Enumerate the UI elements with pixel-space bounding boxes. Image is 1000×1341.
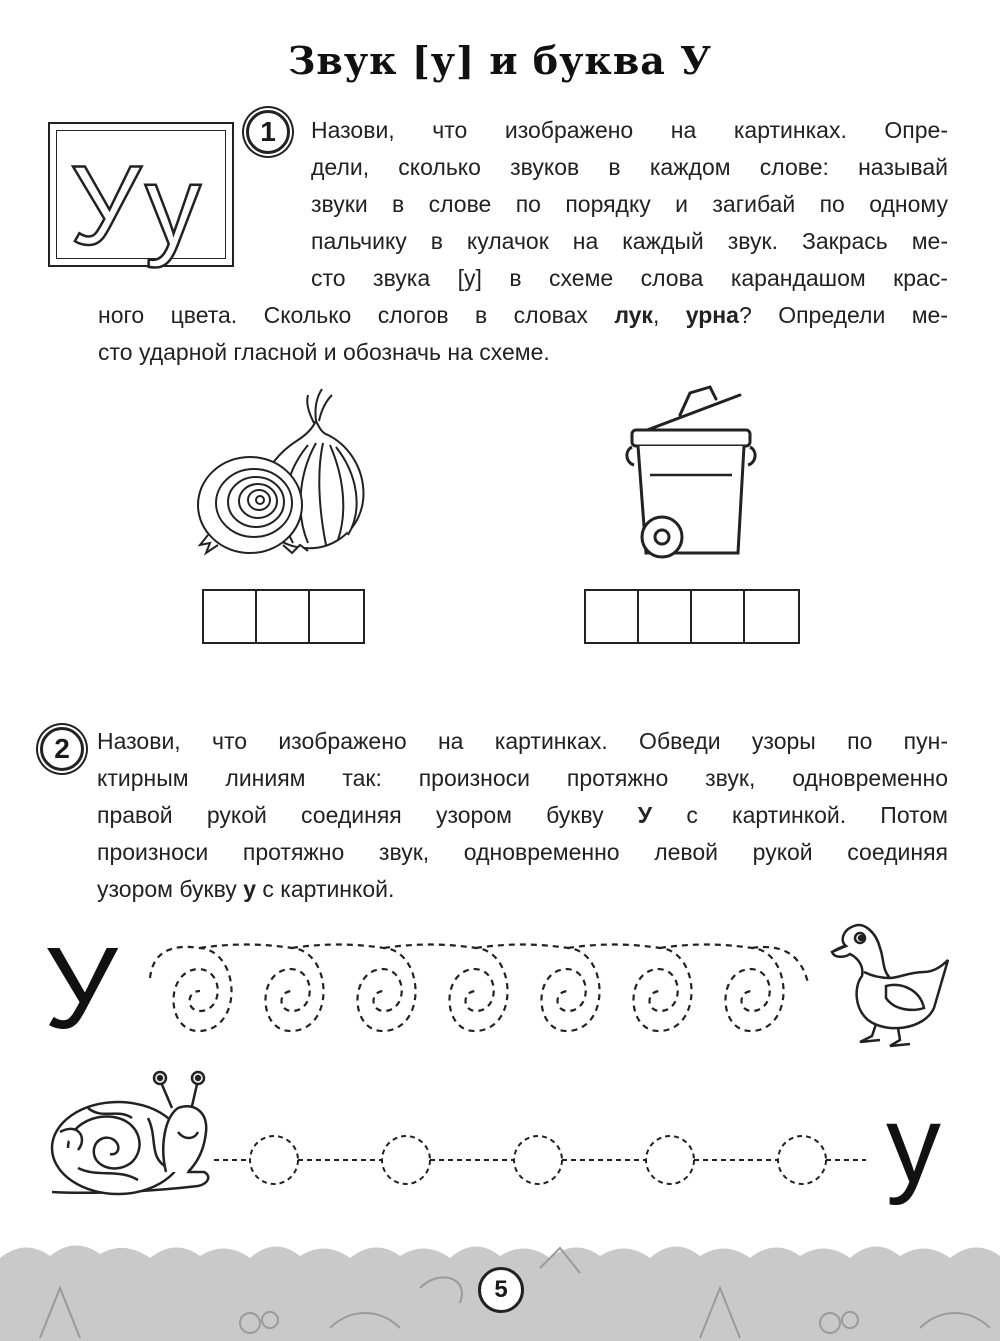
duck-icon	[828, 912, 953, 1050]
dashed-circle	[646, 1136, 694, 1184]
dashed-circle	[382, 1136, 430, 1184]
outlined-letter-u-icon	[50, 124, 236, 269]
scheme-cell[interactable]	[310, 591, 363, 642]
scheme-cell[interactable]	[257, 591, 310, 642]
scheme-cells	[584, 589, 800, 644]
scheme-cell[interactable]	[586, 591, 639, 642]
word-scheme-urna	[584, 589, 800, 644]
task2-line: правой рукой соединяя узором букву У с картинкой. Потом	[97, 802, 948, 828]
task-number-2: 2	[40, 727, 84, 771]
letter-lower: у	[145, 143, 201, 268]
dashed-circle	[514, 1136, 562, 1184]
big-letter-upper: У	[44, 923, 118, 1053]
task2-line: произноси протяжно звук, одновременно левой рукой соединяя	[97, 839, 948, 865]
circles-dashed-pattern[interactable]	[214, 1130, 869, 1190]
scheme-cell[interactable]	[204, 591, 257, 642]
task-number-1: 1	[246, 110, 290, 154]
task1-line: звуки в слове по порядку и загибай по одному	[311, 191, 948, 217]
task2-line: Назови, что изображено на картинках. Обведи узоры по пун-	[97, 728, 948, 754]
dashed-circle	[778, 1136, 826, 1184]
bold-letter-lower: у	[243, 876, 256, 902]
spiral-dashed-pattern[interactable]	[148, 938, 813, 1038]
page-number: 5	[478, 1267, 524, 1313]
letter-upper: У	[70, 143, 142, 268]
scheme-cell[interactable]	[639, 591, 692, 642]
snail-icon	[48, 1068, 218, 1198]
task2-line: ктирным линиям так: произноси протяжно звук, одновременно	[97, 765, 948, 791]
word-scheme-luk	[202, 589, 365, 644]
spiral-path	[150, 945, 808, 1032]
letter-box	[48, 122, 234, 267]
task1-line: дели, сколько звуков в каждом слове: называй	[311, 154, 948, 180]
task1-text-bottom	[98, 297, 948, 371]
page-title: Звук [у] и буква У	[288, 38, 712, 83]
task2-line: узором букву у с картинкой.	[97, 876, 395, 902]
trash-bin-icon	[620, 385, 760, 565]
word-urna: урна	[685, 302, 739, 328]
task1-line-6: ного цвета. Сколько слогов в словах лук, урна? Определи ме-	[98, 302, 949, 328]
task1-line: Назови, что изображено на картинках. Опре-	[311, 117, 948, 143]
task1-text-top	[311, 112, 948, 297]
task2-text	[97, 723, 948, 908]
big-letter-lower: у	[886, 1083, 941, 1206]
scheme-cell[interactable]	[692, 591, 745, 642]
task1-line: сто звука [у] в схеме слова карандашом крас-	[311, 265, 948, 291]
onion-icon	[188, 385, 383, 560]
scheme-cell[interactable]	[745, 591, 798, 642]
word-luk: лук	[614, 302, 653, 328]
task1-line-7: сто ударной гласной и обозначь на схеме.	[98, 339, 550, 365]
dashed-circle	[250, 1136, 298, 1184]
scheme-cells	[202, 589, 365, 644]
bold-letter-upper: У	[637, 802, 653, 828]
task1-line: пальчику в кулачок на каждый звук. Закрась ме-	[311, 228, 948, 254]
